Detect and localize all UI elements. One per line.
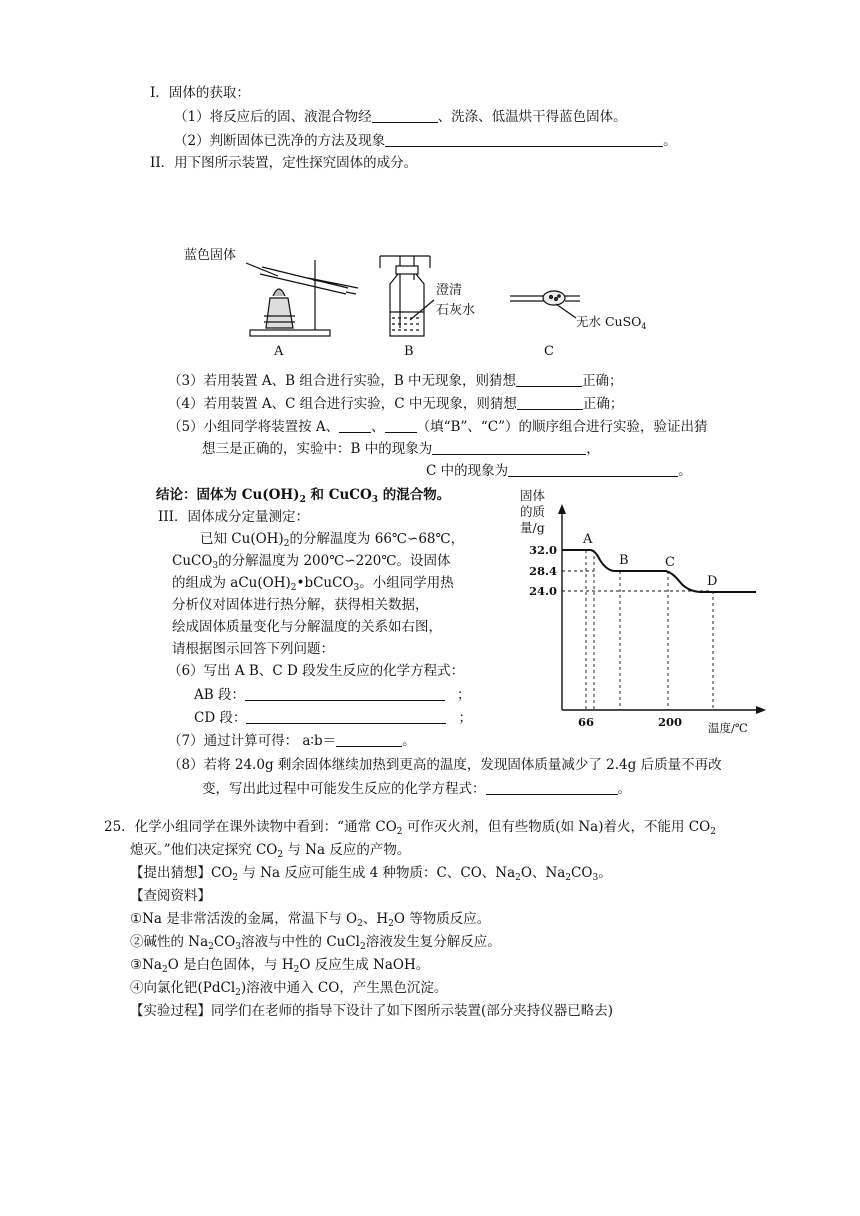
y-tick-28-4: 28.4	[528, 564, 557, 578]
point-label-b: B	[619, 553, 629, 568]
y-axis-label-2: 的质	[520, 504, 546, 519]
question-3: （3）若用装置 A、B 组合进行实验，B 中无现象，则猜想 正确；	[168, 373, 623, 389]
part3-para-2: CuCO$_3$的分解温度为 200℃∽220℃。设固体	[172, 553, 451, 571]
part3-para-3: 的组成为 $aCu(OH)_2•bCuCO_3$。小组同学用热	[172, 575, 454, 593]
x-axis-arrow	[756, 706, 766, 714]
question-6-ab: AB 段： ；	[194, 687, 471, 703]
x-tick-200: 200	[657, 715, 683, 729]
y-tick-32: 32.0	[528, 543, 557, 557]
y-axis-label-3: 量/g	[520, 520, 545, 535]
blue-solid-label: 蓝色固体	[184, 248, 237, 263]
answer-blank[interactable]	[508, 462, 678, 477]
part3-para-1: 已知 $Cu(OH)_2$的分解温度为 66℃∽68℃，	[200, 531, 465, 549]
part2-heading: II．用下图所示装置，定性探究固体的成分。	[150, 155, 418, 171]
question-6: （6）写出 A B、C D 段发生反应的化学方程式：	[168, 663, 465, 679]
question-8: （8）若将 24.0g 剩余固体继续加热到更高的温度，发现固体质量减少了 2.4g 后质量不再改	[168, 757, 722, 773]
question-5-cont: 想三是正确的，实验中：B 中的现象为 ，	[202, 441, 600, 457]
conclusion: 结论：固体为 $Cu(OH)_2$ 和 CuCO$_3$ 的混合物。	[156, 487, 451, 505]
answer-blank[interactable]	[246, 709, 446, 724]
limewater-label-1: 澄清	[436, 283, 463, 298]
limewater-label-2: 石灰水	[436, 303, 476, 318]
apparatus-b	[380, 256, 434, 336]
q25-line-2: 熄灭。”他们决定探究 $CO_2$ 与 Na 反应的产物。	[130, 842, 411, 860]
answer-blank[interactable]	[486, 780, 618, 795]
q25-guess: 【提出猜想】$CO_2$ 与 Na 反应可能生成 4 种物质：C、CO、$Na_2O$、$Na_2CO_3$。	[130, 865, 612, 883]
answer-blank[interactable]	[245, 686, 445, 701]
mass-curve	[562, 550, 756, 592]
point-label-a: A	[583, 532, 593, 547]
apparatus-figure	[178, 240, 647, 365]
question-6-cd: CD 段： ；	[194, 710, 472, 726]
answer-blank[interactable]	[385, 418, 417, 433]
answer-blank[interactable]	[432, 440, 586, 455]
label-b: B	[404, 344, 414, 359]
question-4: （4）若用装置 A、C 组合进行实验，C 中无现象，则猜想 正确；	[168, 396, 624, 412]
q25-line-1: 25．化学小组同学在课外读物中看到：“通常 $CO_2$ 可作灭火剂，但有些物质(如 Na)着火，不能用 $CO_2$	[104, 819, 716, 837]
apparatus-a	[246, 260, 358, 336]
q25-ref-3: $③Na_2O$ 是白色固体，与 $H_2O$ 反应生成 NaOH。	[130, 957, 430, 975]
question-5: （5）小组同学将装置按 A、 、 （填“B”、“C”）的顺序组合进行实验，验证出猜	[168, 419, 708, 435]
q25-ref-4: ④向氯化钯(PdCl$_2$)溶液中通入 CO，产生黑色沉淀。	[130, 980, 448, 998]
question-7: （7）通过计算可得： a∶b＝ 。	[168, 733, 416, 749]
answer-blank[interactable]	[517, 395, 583, 410]
answer-blank[interactable]	[385, 132, 663, 147]
point-label-c: C	[665, 555, 675, 570]
question-1: （1）将反应后的固、液混合物经 、洗涤、低温烘干得蓝色固体。	[174, 109, 627, 125]
part3-para-4: 分析仪对固体进行热分解，获得相关数据，	[172, 597, 429, 613]
answer-blank[interactable]	[372, 108, 438, 123]
point-label-d: D	[707, 574, 718, 589]
label-a: A	[274, 344, 284, 359]
question-2: （2）判断固体已洗净的方法及现象 。	[174, 133, 677, 149]
answer-blank[interactable]	[516, 372, 582, 387]
x-axis-label: 温度/℃	[708, 721, 748, 735]
question-5-cont2: C 中的现象为 。	[426, 463, 692, 479]
q25-ref-heading: 【查阅资料】	[130, 888, 211, 904]
cuso4-label: 无水 CuSO$_4$	[576, 314, 647, 331]
q25-process: 【实验过程】同学们在老师的指导下设计了如下图所示装置(部分夹持仪器已略去)	[130, 1003, 614, 1019]
part3-heading: III．固体成分定量测定：	[158, 509, 309, 525]
answer-blank[interactable]	[336, 732, 402, 747]
y-axis-label-1: 固体	[520, 488, 546, 503]
q25-ref-2: ②碱性的 $Na_2CO_3$溶液与中性的 CuCl$_2$溶液发生复分解反应。	[130, 934, 501, 952]
thermal-chart	[510, 486, 790, 738]
label-c: C	[544, 344, 554, 359]
part3-para-5: 绘成固体质量变化与分解温度的关系如右图，	[172, 619, 442, 635]
part1-heading: Ⅰ．固体的获取：	[150, 85, 250, 101]
answer-blank[interactable]	[339, 418, 371, 433]
y-tick-24: 24.0	[528, 584, 557, 598]
part3-para-6: 请根据图示回答下列问题：	[172, 641, 334, 657]
y-axis-arrow	[558, 504, 566, 514]
x-tick-66: 66	[577, 715, 595, 729]
q25-ref-1: ①Na 是非常活泼的金属，常温下与 $O_2$、$H_2O$ 等物质反应。	[130, 911, 491, 929]
question-8-cont: 变，写出此过程中可能发生反应的化学方程式： 。	[202, 781, 631, 797]
apparatus-c	[510, 291, 580, 318]
